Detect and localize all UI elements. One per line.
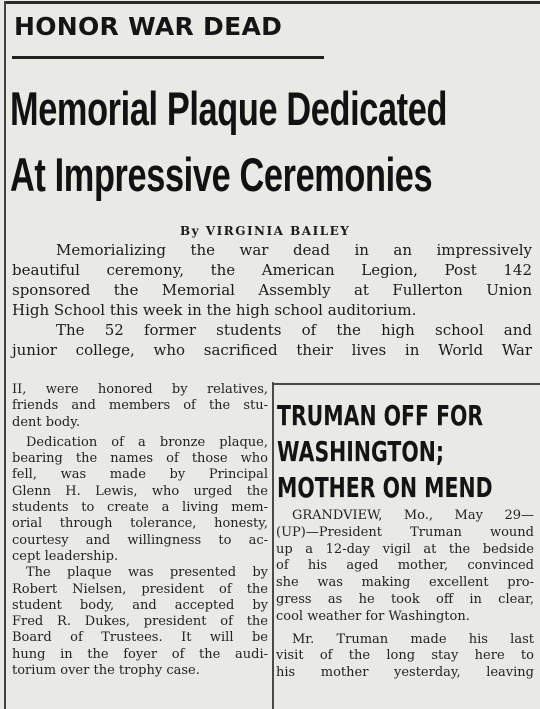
lead-line: Memorializing the war dead in an impressively	[56, 241, 532, 259]
column-divider	[272, 382, 274, 709]
lead-line: junior college, who sacrificed their lives in World War	[12, 341, 532, 359]
kicker-heading: HONOR WAR DEAD	[14, 12, 283, 41]
article-line: his mother yesterday, leaving	[276, 665, 534, 681]
article-line: orial through tolerance, honesty,	[12, 516, 268, 532]
article-line: II, were honored by relatives,	[12, 382, 268, 397]
article-line: torium over the trophy case.	[12, 663, 200, 679]
lead-line: beautiful ceremony, the American Legion, Post 142	[12, 261, 532, 279]
kicker-underline	[12, 56, 324, 59]
truman-headline-line: WASHINGTON;	[277, 435, 445, 468]
article-line: Dedication of a bronze plaque,	[26, 434, 268, 450]
article-line: Board of Trustees. It will be	[12, 630, 268, 646]
article-line: fell, was made by Principal	[12, 467, 268, 483]
article-line: cept leadership.	[12, 548, 119, 564]
article-line: dent body.	[12, 414, 80, 430]
article-line: Glenn H. Lewis, who urged the	[12, 483, 268, 499]
article-line: visit of the long stay here to	[276, 648, 534, 664]
article-line: The plaque was presented by	[26, 565, 268, 581]
article-line: (UP)—President Truman wound	[276, 524, 534, 540]
article-line: she was making excellent pro-	[276, 575, 534, 591]
truman-headline-line: MOTHER ON MEND	[277, 471, 493, 504]
article-line: courtesy and willingness to ac-	[12, 532, 268, 548]
article-line: hung in the foyer of the audi-	[12, 646, 268, 662]
article-line: of his aged mother, convinced	[276, 558, 534, 574]
article-line: Robert Nielsen, president of the	[12, 581, 268, 597]
article-line: students to create a living mem-	[12, 500, 268, 516]
lead-paragraph-2	[12, 320, 532, 360]
headline-line-2: At Impressive Ceremonies	[10, 148, 433, 201]
byline: By VIRGINIA BAILEY	[180, 224, 351, 238]
lead-line: High School this week in the high school auditorium.	[12, 301, 417, 319]
truman-article-text	[276, 508, 534, 682]
lead-paragraph-1	[12, 240, 532, 320]
article-line: Fred R. Dukes, president of the	[12, 614, 268, 630]
left-column-rule	[4, 1, 6, 709]
left-column-text	[12, 382, 268, 679]
article-line: bearing the names of those who	[12, 451, 268, 467]
article-line: gress as he took off in clear,	[276, 591, 534, 607]
lead-line: sponsored the Memorial Assembly at Fullerton Union	[12, 281, 532, 299]
article-line: cool weather for Washington.	[276, 608, 470, 624]
truman-headline-line: TRUMAN OFF FOR	[277, 399, 484, 432]
article-line: up a 12-day vigil at the bedside	[276, 541, 534, 557]
article-line: GRANDVIEW, Mo., May 29—	[292, 508, 534, 523]
top-rule	[4, 1, 540, 4]
article-line: student body, and accepted by	[12, 597, 268, 613]
truman-headline	[277, 398, 540, 506]
box-top-rule	[274, 383, 540, 385]
article-line: friends and members of the stu-	[12, 398, 268, 414]
headline-line-1: Memorial Plaque Dedicated	[10, 82, 448, 135]
lead-line: The 52 former students of the high school and	[56, 321, 532, 339]
article-line: Mr. Truman made his last	[292, 631, 534, 647]
